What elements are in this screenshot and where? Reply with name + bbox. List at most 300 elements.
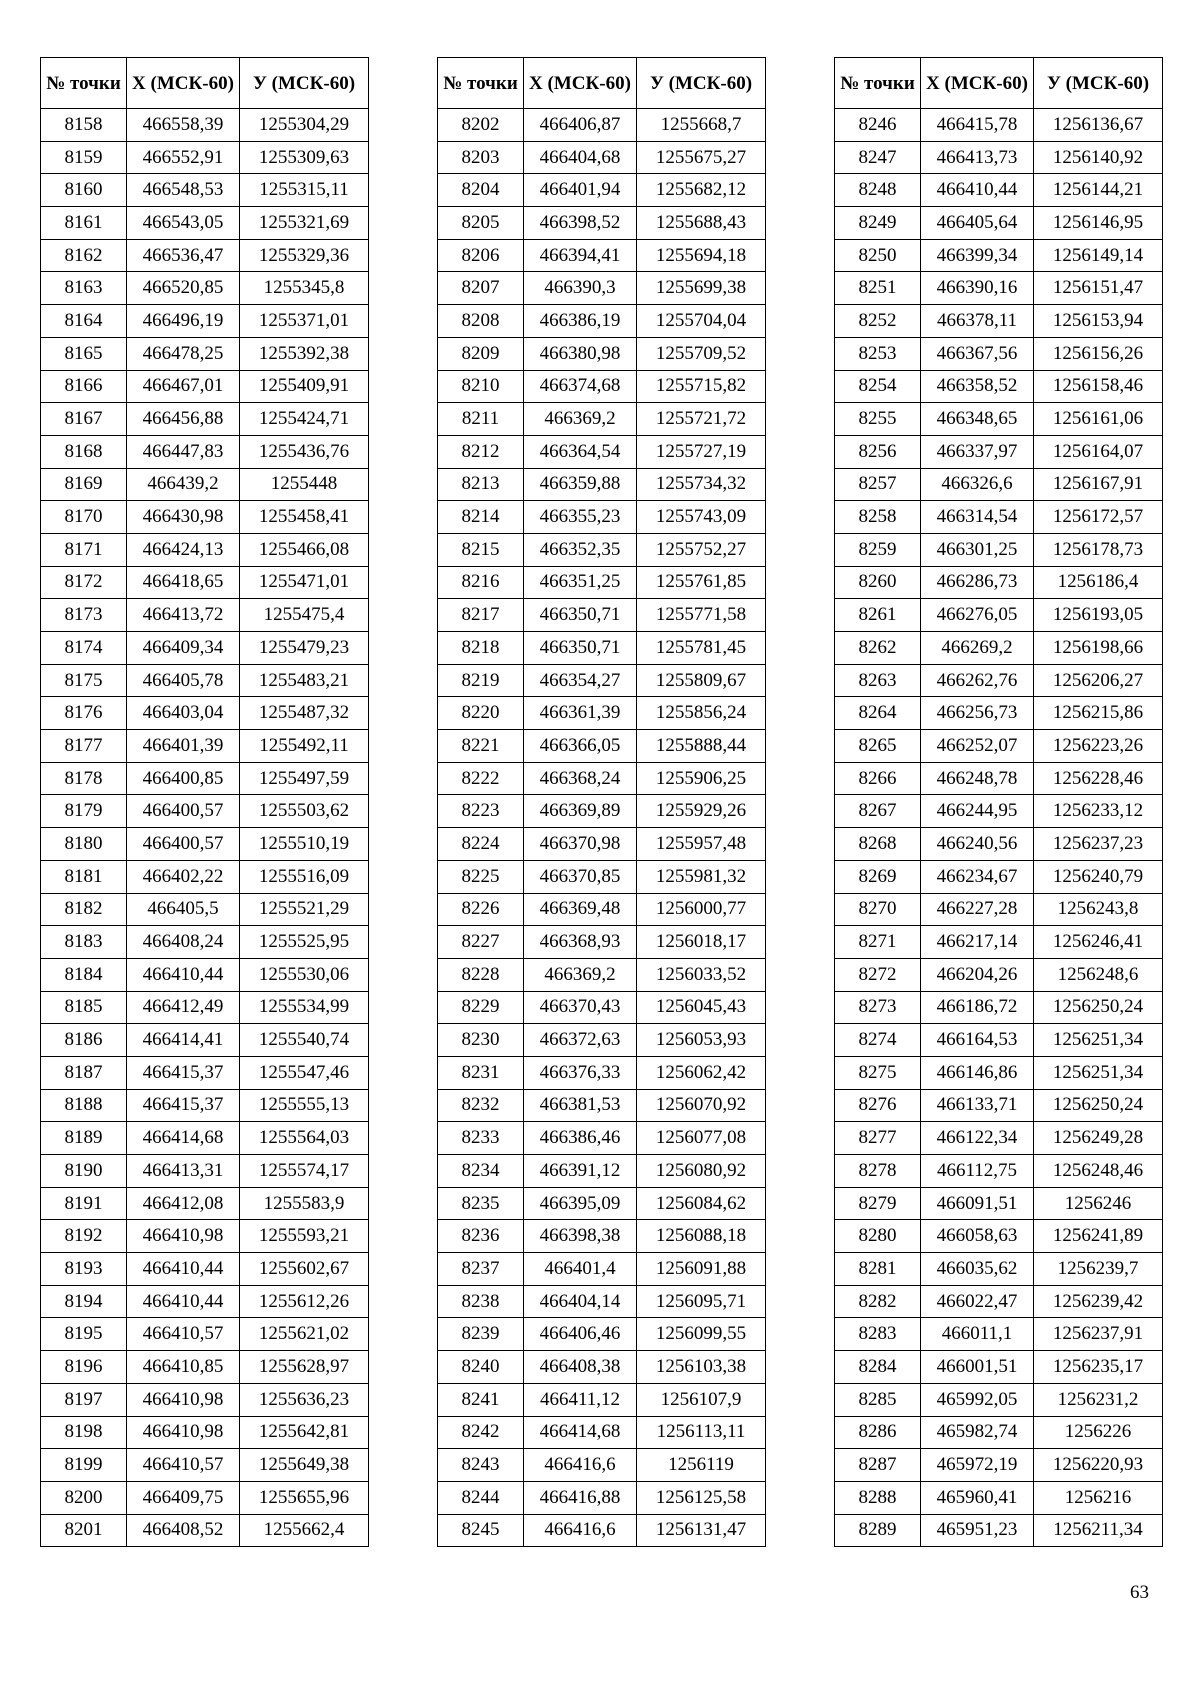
point-number-cell: 8211 bbox=[438, 403, 524, 436]
x-coordinate-cell: 466416,88 bbox=[524, 1481, 637, 1514]
y-coordinate-cell: 1255497,59 bbox=[240, 762, 369, 795]
x-coordinate-cell: 466022,47 bbox=[921, 1285, 1034, 1318]
point-number-cell: 8225 bbox=[438, 860, 524, 893]
x-coordinate-cell: 466358,52 bbox=[921, 370, 1034, 403]
y-coordinate-cell: 1255752,27 bbox=[637, 533, 766, 566]
table-row bbox=[41, 893, 369, 926]
table-row bbox=[41, 370, 369, 403]
y-coordinate-cell: 1256250,24 bbox=[1034, 991, 1163, 1024]
x-coordinate-cell: 466386,46 bbox=[524, 1122, 637, 1155]
table-row bbox=[835, 1155, 1163, 1188]
x-coordinate-cell: 466552,91 bbox=[127, 141, 240, 174]
x-coordinate-cell: 466133,71 bbox=[921, 1089, 1034, 1122]
x-coordinate-cell: 466404,68 bbox=[524, 141, 637, 174]
table-row bbox=[438, 664, 766, 697]
point-number-cell: 8275 bbox=[835, 1056, 921, 1089]
x-coordinate-cell: 466301,25 bbox=[921, 533, 1034, 566]
y-coordinate-cell: 1256140,92 bbox=[1034, 141, 1163, 174]
table-row bbox=[41, 337, 369, 370]
table-row bbox=[835, 1514, 1163, 1547]
x-coordinate-cell: 466496,19 bbox=[127, 305, 240, 338]
y-coordinate-cell: 1255688,43 bbox=[637, 207, 766, 240]
y-coordinate-cell: 1256136,67 bbox=[1034, 109, 1163, 142]
y-coordinate-cell: 1255668,7 bbox=[637, 109, 766, 142]
table-row bbox=[438, 1220, 766, 1253]
table-row bbox=[41, 1449, 369, 1482]
header-x-coordinate: X (МСК-60) bbox=[524, 58, 637, 109]
y-coordinate-cell: 1256206,27 bbox=[1034, 664, 1163, 697]
table-row bbox=[835, 697, 1163, 730]
y-coordinate-cell: 1256251,34 bbox=[1034, 1056, 1163, 1089]
table-row bbox=[438, 991, 766, 1024]
x-coordinate-cell: 466412,49 bbox=[127, 991, 240, 1024]
header-y-coordinate: У (МСК-60) bbox=[240, 58, 369, 109]
y-coordinate-cell: 1255510,19 bbox=[240, 828, 369, 861]
y-coordinate-cell: 1255888,44 bbox=[637, 730, 766, 763]
table-row bbox=[438, 860, 766, 893]
point-number-cell: 8279 bbox=[835, 1187, 921, 1220]
table-row bbox=[835, 533, 1163, 566]
point-number-cell: 8278 bbox=[835, 1155, 921, 1188]
point-number-cell: 8178 bbox=[41, 762, 127, 795]
point-number-cell: 8224 bbox=[438, 828, 524, 861]
point-number-cell: 8268 bbox=[835, 828, 921, 861]
table-row bbox=[835, 828, 1163, 861]
y-coordinate-cell: 1256215,86 bbox=[1034, 697, 1163, 730]
x-coordinate-cell: 466411,12 bbox=[524, 1383, 637, 1416]
point-number-cell: 8221 bbox=[438, 730, 524, 763]
point-number-cell: 8172 bbox=[41, 566, 127, 599]
table-row bbox=[41, 1056, 369, 1089]
x-coordinate-cell: 466400,57 bbox=[127, 828, 240, 861]
x-coordinate-cell: 466398,52 bbox=[524, 207, 637, 240]
table-row bbox=[438, 272, 766, 305]
x-coordinate-cell: 466240,56 bbox=[921, 828, 1034, 861]
x-coordinate-cell: 466252,07 bbox=[921, 730, 1034, 763]
point-number-cell: 8277 bbox=[835, 1122, 921, 1155]
point-number-cell: 8246 bbox=[835, 109, 921, 142]
point-number-cell: 8259 bbox=[835, 533, 921, 566]
x-coordinate-cell: 466186,72 bbox=[921, 991, 1034, 1024]
table-row bbox=[438, 893, 766, 926]
point-number-cell: 8285 bbox=[835, 1383, 921, 1416]
table-row bbox=[835, 730, 1163, 763]
table-row bbox=[438, 468, 766, 501]
x-coordinate-cell: 466091,51 bbox=[921, 1187, 1034, 1220]
table-header-row bbox=[438, 58, 766, 109]
y-coordinate-cell: 1256172,57 bbox=[1034, 501, 1163, 534]
table-row bbox=[835, 1253, 1163, 1286]
point-number-cell: 8212 bbox=[438, 435, 524, 468]
table-row bbox=[835, 1122, 1163, 1155]
table-row bbox=[41, 305, 369, 338]
y-coordinate-cell: 1255321,69 bbox=[240, 207, 369, 240]
table-row bbox=[438, 730, 766, 763]
x-coordinate-cell: 466348,65 bbox=[921, 403, 1034, 436]
table-row bbox=[41, 599, 369, 632]
y-coordinate-cell: 1255371,01 bbox=[240, 305, 369, 338]
point-number-cell: 8282 bbox=[835, 1285, 921, 1318]
point-number-cell: 8210 bbox=[438, 370, 524, 403]
point-number-cell: 8213 bbox=[438, 468, 524, 501]
table-row bbox=[41, 730, 369, 763]
table-row bbox=[835, 926, 1163, 959]
x-coordinate-cell: 466418,65 bbox=[127, 566, 240, 599]
table-row bbox=[41, 632, 369, 665]
x-coordinate-cell: 466368,93 bbox=[524, 926, 637, 959]
x-coordinate-cell: 466548,53 bbox=[127, 174, 240, 207]
x-coordinate-cell: 466413,31 bbox=[127, 1155, 240, 1188]
x-coordinate-cell: 466369,2 bbox=[524, 958, 637, 991]
point-number-cell: 8288 bbox=[835, 1481, 921, 1514]
table-row bbox=[41, 435, 369, 468]
y-coordinate-cell: 1255540,74 bbox=[240, 1024, 369, 1057]
y-coordinate-cell: 1255612,26 bbox=[240, 1285, 369, 1318]
point-number-cell: 8274 bbox=[835, 1024, 921, 1057]
x-coordinate-cell: 466399,34 bbox=[921, 239, 1034, 272]
point-number-cell: 8217 bbox=[438, 599, 524, 632]
x-coordinate-cell: 466367,56 bbox=[921, 337, 1034, 370]
x-coordinate-cell: 466217,14 bbox=[921, 926, 1034, 959]
point-number-cell: 8207 bbox=[438, 272, 524, 305]
point-number-cell: 8194 bbox=[41, 1285, 127, 1318]
y-coordinate-cell: 1255329,36 bbox=[240, 239, 369, 272]
table-row bbox=[438, 1122, 766, 1155]
point-number-cell: 8203 bbox=[438, 141, 524, 174]
x-coordinate-cell: 466361,39 bbox=[524, 697, 637, 730]
point-number-cell: 8182 bbox=[41, 893, 127, 926]
y-coordinate-cell: 1256239,7 bbox=[1034, 1253, 1163, 1286]
table-row bbox=[438, 1318, 766, 1351]
y-coordinate-cell: 1256103,38 bbox=[637, 1351, 766, 1384]
x-coordinate-cell: 466370,98 bbox=[524, 828, 637, 861]
table-row bbox=[438, 1351, 766, 1384]
x-coordinate-cell: 465992,05 bbox=[921, 1383, 1034, 1416]
table-row bbox=[438, 239, 766, 272]
x-coordinate-cell: 466364,54 bbox=[524, 435, 637, 468]
y-coordinate-cell: 1255583,9 bbox=[240, 1187, 369, 1220]
y-coordinate-cell: 1256237,91 bbox=[1034, 1318, 1163, 1351]
table-row bbox=[41, 1089, 369, 1122]
point-number-cell: 8239 bbox=[438, 1318, 524, 1351]
point-number-cell: 8265 bbox=[835, 730, 921, 763]
point-number-cell: 8267 bbox=[835, 795, 921, 828]
x-coordinate-cell: 466011,1 bbox=[921, 1318, 1034, 1351]
table-row bbox=[438, 795, 766, 828]
x-coordinate-cell: 465982,74 bbox=[921, 1416, 1034, 1449]
point-number-cell: 8249 bbox=[835, 207, 921, 240]
y-coordinate-cell: 1255492,11 bbox=[240, 730, 369, 763]
table-row bbox=[835, 991, 1163, 1024]
point-number-cell: 8233 bbox=[438, 1122, 524, 1155]
point-number-cell: 8166 bbox=[41, 370, 127, 403]
point-number-cell: 8252 bbox=[835, 305, 921, 338]
table-row bbox=[438, 1089, 766, 1122]
point-number-cell: 8273 bbox=[835, 991, 921, 1024]
table-row bbox=[835, 795, 1163, 828]
y-coordinate-cell: 1255315,11 bbox=[240, 174, 369, 207]
x-coordinate-cell: 466395,09 bbox=[524, 1187, 637, 1220]
point-number-cell: 8216 bbox=[438, 566, 524, 599]
x-coordinate-cell: 466368,24 bbox=[524, 762, 637, 795]
x-coordinate-cell: 466401,39 bbox=[127, 730, 240, 763]
table-row bbox=[438, 1285, 766, 1318]
table-row bbox=[438, 109, 766, 142]
point-number-cell: 8238 bbox=[438, 1285, 524, 1318]
x-coordinate-cell: 466326,6 bbox=[921, 468, 1034, 501]
y-coordinate-cell: 1255409,91 bbox=[240, 370, 369, 403]
x-coordinate-cell: 466410,98 bbox=[127, 1416, 240, 1449]
y-coordinate-cell: 1255981,32 bbox=[637, 860, 766, 893]
y-coordinate-cell: 1256000,77 bbox=[637, 893, 766, 926]
x-coordinate-cell: 466410,44 bbox=[921, 174, 1034, 207]
x-coordinate-cell: 466164,53 bbox=[921, 1024, 1034, 1057]
point-number-cell: 8177 bbox=[41, 730, 127, 763]
x-coordinate-cell: 466409,34 bbox=[127, 632, 240, 665]
y-coordinate-cell: 1256095,71 bbox=[637, 1285, 766, 1318]
table-row bbox=[835, 632, 1163, 665]
point-number-cell: 8248 bbox=[835, 174, 921, 207]
table-row bbox=[41, 991, 369, 1024]
table-row bbox=[41, 1220, 369, 1253]
x-coordinate-cell: 466350,71 bbox=[524, 632, 637, 665]
y-coordinate-cell: 1255547,46 bbox=[240, 1056, 369, 1089]
point-number-cell: 8170 bbox=[41, 501, 127, 534]
point-number-cell: 8193 bbox=[41, 1253, 127, 1286]
point-number-cell: 8255 bbox=[835, 403, 921, 436]
y-coordinate-cell: 1256243,8 bbox=[1034, 893, 1163, 926]
y-coordinate-cell: 1255458,41 bbox=[240, 501, 369, 534]
y-coordinate-cell: 1255682,12 bbox=[637, 174, 766, 207]
x-coordinate-cell: 466408,52 bbox=[127, 1514, 240, 1547]
table-row bbox=[438, 207, 766, 240]
y-coordinate-cell: 1256164,07 bbox=[1034, 435, 1163, 468]
y-coordinate-cell: 1256240,79 bbox=[1034, 860, 1163, 893]
point-number-cell: 8247 bbox=[835, 141, 921, 174]
x-coordinate-cell: 466401,94 bbox=[524, 174, 637, 207]
table-row bbox=[835, 337, 1163, 370]
y-coordinate-cell: 1256146,95 bbox=[1034, 207, 1163, 240]
x-coordinate-cell: 466409,75 bbox=[127, 1481, 240, 1514]
header-y-coordinate: У (МСК-60) bbox=[637, 58, 766, 109]
y-coordinate-cell: 1256151,47 bbox=[1034, 272, 1163, 305]
point-number-cell: 8254 bbox=[835, 370, 921, 403]
y-coordinate-cell: 1255743,09 bbox=[637, 501, 766, 534]
y-coordinate-cell: 1256237,23 bbox=[1034, 828, 1163, 861]
y-coordinate-cell: 1255906,25 bbox=[637, 762, 766, 795]
x-coordinate-cell: 466415,37 bbox=[127, 1089, 240, 1122]
x-coordinate-cell: 466410,85 bbox=[127, 1351, 240, 1384]
table-row bbox=[835, 1056, 1163, 1089]
point-number-cell: 8158 bbox=[41, 109, 127, 142]
point-number-cell: 8283 bbox=[835, 1318, 921, 1351]
y-coordinate-cell: 1255929,26 bbox=[637, 795, 766, 828]
table-row bbox=[41, 1383, 369, 1416]
table-row bbox=[835, 435, 1163, 468]
x-coordinate-cell: 466401,4 bbox=[524, 1253, 637, 1286]
y-coordinate-cell: 1256033,52 bbox=[637, 958, 766, 991]
x-coordinate-cell: 466112,75 bbox=[921, 1155, 1034, 1188]
y-coordinate-cell: 1256231,2 bbox=[1034, 1383, 1163, 1416]
table-row bbox=[438, 1253, 766, 1286]
y-coordinate-cell: 1256193,05 bbox=[1034, 599, 1163, 632]
point-number-cell: 8192 bbox=[41, 1220, 127, 1253]
point-number-cell: 8187 bbox=[41, 1056, 127, 1089]
point-number-cell: 8161 bbox=[41, 207, 127, 240]
x-coordinate-cell: 466543,05 bbox=[127, 207, 240, 240]
table-row bbox=[41, 1351, 369, 1384]
point-number-cell: 8227 bbox=[438, 926, 524, 959]
x-coordinate-cell: 466276,05 bbox=[921, 599, 1034, 632]
y-coordinate-cell: 1256153,94 bbox=[1034, 305, 1163, 338]
table-row bbox=[41, 1253, 369, 1286]
table-row bbox=[835, 501, 1163, 534]
y-coordinate-cell: 1255424,71 bbox=[240, 403, 369, 436]
x-coordinate-cell: 466406,87 bbox=[524, 109, 637, 142]
y-coordinate-cell: 1256053,93 bbox=[637, 1024, 766, 1057]
coordinates-table-2 bbox=[437, 57, 766, 1547]
y-coordinate-cell: 1255471,01 bbox=[240, 566, 369, 599]
point-number-cell: 8160 bbox=[41, 174, 127, 207]
table-row bbox=[41, 762, 369, 795]
x-coordinate-cell: 465972,19 bbox=[921, 1449, 1034, 1482]
point-number-cell: 8257 bbox=[835, 468, 921, 501]
point-number-cell: 8159 bbox=[41, 141, 127, 174]
table-row bbox=[41, 174, 369, 207]
y-coordinate-cell: 1255392,38 bbox=[240, 337, 369, 370]
point-number-cell: 8261 bbox=[835, 599, 921, 632]
x-coordinate-cell: 466410,44 bbox=[127, 1253, 240, 1286]
x-coordinate-cell: 466366,05 bbox=[524, 730, 637, 763]
point-number-cell: 8223 bbox=[438, 795, 524, 828]
y-coordinate-cell: 1256125,58 bbox=[637, 1481, 766, 1514]
y-coordinate-cell: 1256211,34 bbox=[1034, 1514, 1163, 1547]
table-row bbox=[835, 174, 1163, 207]
point-number-cell: 8188 bbox=[41, 1089, 127, 1122]
table-row bbox=[438, 533, 766, 566]
y-coordinate-cell: 1256091,88 bbox=[637, 1253, 766, 1286]
x-coordinate-cell: 466406,46 bbox=[524, 1318, 637, 1351]
y-coordinate-cell: 1256178,73 bbox=[1034, 533, 1163, 566]
x-coordinate-cell: 466404,14 bbox=[524, 1285, 637, 1318]
x-coordinate-cell: 466286,73 bbox=[921, 566, 1034, 599]
x-coordinate-cell: 466416,6 bbox=[524, 1449, 637, 1482]
x-coordinate-cell: 466381,53 bbox=[524, 1089, 637, 1122]
y-coordinate-cell: 1255704,04 bbox=[637, 305, 766, 338]
y-coordinate-cell: 1256018,17 bbox=[637, 926, 766, 959]
x-coordinate-cell: 466380,98 bbox=[524, 337, 637, 370]
table-header-row bbox=[835, 58, 1163, 109]
x-coordinate-cell: 466262,76 bbox=[921, 664, 1034, 697]
x-coordinate-cell: 466337,97 bbox=[921, 435, 1034, 468]
point-number-cell: 8266 bbox=[835, 762, 921, 795]
table-row bbox=[438, 174, 766, 207]
x-coordinate-cell: 466234,67 bbox=[921, 860, 1034, 893]
table-row bbox=[438, 435, 766, 468]
table-row bbox=[41, 1285, 369, 1318]
x-coordinate-cell: 466414,41 bbox=[127, 1024, 240, 1057]
x-coordinate-cell: 466415,78 bbox=[921, 109, 1034, 142]
table-row bbox=[835, 239, 1163, 272]
point-number-cell: 8209 bbox=[438, 337, 524, 370]
y-coordinate-cell: 1255466,08 bbox=[240, 533, 369, 566]
y-coordinate-cell: 1256246 bbox=[1034, 1187, 1163, 1220]
x-coordinate-cell: 466248,78 bbox=[921, 762, 1034, 795]
x-coordinate-cell: 466376,33 bbox=[524, 1056, 637, 1089]
x-coordinate-cell: 466369,2 bbox=[524, 403, 637, 436]
point-number-cell: 8179 bbox=[41, 795, 127, 828]
x-coordinate-cell: 466391,12 bbox=[524, 1155, 637, 1188]
point-number-cell: 8240 bbox=[438, 1351, 524, 1384]
x-coordinate-cell: 466408,38 bbox=[524, 1351, 637, 1384]
point-number-cell: 8184 bbox=[41, 958, 127, 991]
y-coordinate-cell: 1256228,46 bbox=[1034, 762, 1163, 795]
point-number-cell: 8196 bbox=[41, 1351, 127, 1384]
x-coordinate-cell: 466424,13 bbox=[127, 533, 240, 566]
table-row bbox=[438, 1155, 766, 1188]
y-coordinate-cell: 1255436,76 bbox=[240, 435, 369, 468]
point-number-cell: 8276 bbox=[835, 1089, 921, 1122]
point-number-cell: 8287 bbox=[835, 1449, 921, 1482]
table-row bbox=[41, 1481, 369, 1514]
point-number-cell: 8260 bbox=[835, 566, 921, 599]
y-coordinate-cell: 1256070,92 bbox=[637, 1089, 766, 1122]
point-number-cell: 8220 bbox=[438, 697, 524, 730]
point-number-cell: 8204 bbox=[438, 174, 524, 207]
y-coordinate-cell: 1256161,06 bbox=[1034, 403, 1163, 436]
x-coordinate-cell: 466394,41 bbox=[524, 239, 637, 272]
x-coordinate-cell: 466354,27 bbox=[524, 664, 637, 697]
point-number-cell: 8202 bbox=[438, 109, 524, 142]
point-number-cell: 8214 bbox=[438, 501, 524, 534]
x-coordinate-cell: 466558,39 bbox=[127, 109, 240, 142]
y-coordinate-cell: 1255621,02 bbox=[240, 1318, 369, 1351]
y-coordinate-cell: 1255503,62 bbox=[240, 795, 369, 828]
y-coordinate-cell: 1255709,52 bbox=[637, 337, 766, 370]
table-row bbox=[438, 403, 766, 436]
point-number-cell: 8262 bbox=[835, 632, 921, 665]
point-number-cell: 8236 bbox=[438, 1220, 524, 1253]
table-row bbox=[438, 1416, 766, 1449]
point-number-cell: 8231 bbox=[438, 1056, 524, 1089]
point-number-cell: 8256 bbox=[835, 435, 921, 468]
point-number-cell: 8190 bbox=[41, 1155, 127, 1188]
point-number-cell: 8226 bbox=[438, 893, 524, 926]
point-number-cell: 8189 bbox=[41, 1122, 127, 1155]
x-coordinate-cell: 466536,47 bbox=[127, 239, 240, 272]
y-coordinate-cell: 1255479,23 bbox=[240, 632, 369, 665]
table-row bbox=[835, 1285, 1163, 1318]
table-row bbox=[41, 239, 369, 272]
y-coordinate-cell: 1255642,81 bbox=[240, 1416, 369, 1449]
table-row bbox=[41, 468, 369, 501]
x-coordinate-cell: 466122,34 bbox=[921, 1122, 1034, 1155]
x-coordinate-cell: 466355,23 bbox=[524, 501, 637, 534]
x-coordinate-cell: 466520,85 bbox=[127, 272, 240, 305]
table-row bbox=[438, 828, 766, 861]
y-coordinate-cell: 1255555,13 bbox=[240, 1089, 369, 1122]
table-row bbox=[41, 109, 369, 142]
table-row bbox=[835, 272, 1163, 305]
y-coordinate-cell: 1256077,08 bbox=[637, 1122, 766, 1155]
point-number-cell: 8201 bbox=[41, 1514, 127, 1547]
table-row bbox=[41, 501, 369, 534]
y-coordinate-cell: 1256062,42 bbox=[637, 1056, 766, 1089]
y-coordinate-cell: 1255694,18 bbox=[637, 239, 766, 272]
x-coordinate-cell: 466410,98 bbox=[127, 1383, 240, 1416]
y-coordinate-cell: 1255649,38 bbox=[240, 1449, 369, 1482]
y-coordinate-cell: 1256233,12 bbox=[1034, 795, 1163, 828]
